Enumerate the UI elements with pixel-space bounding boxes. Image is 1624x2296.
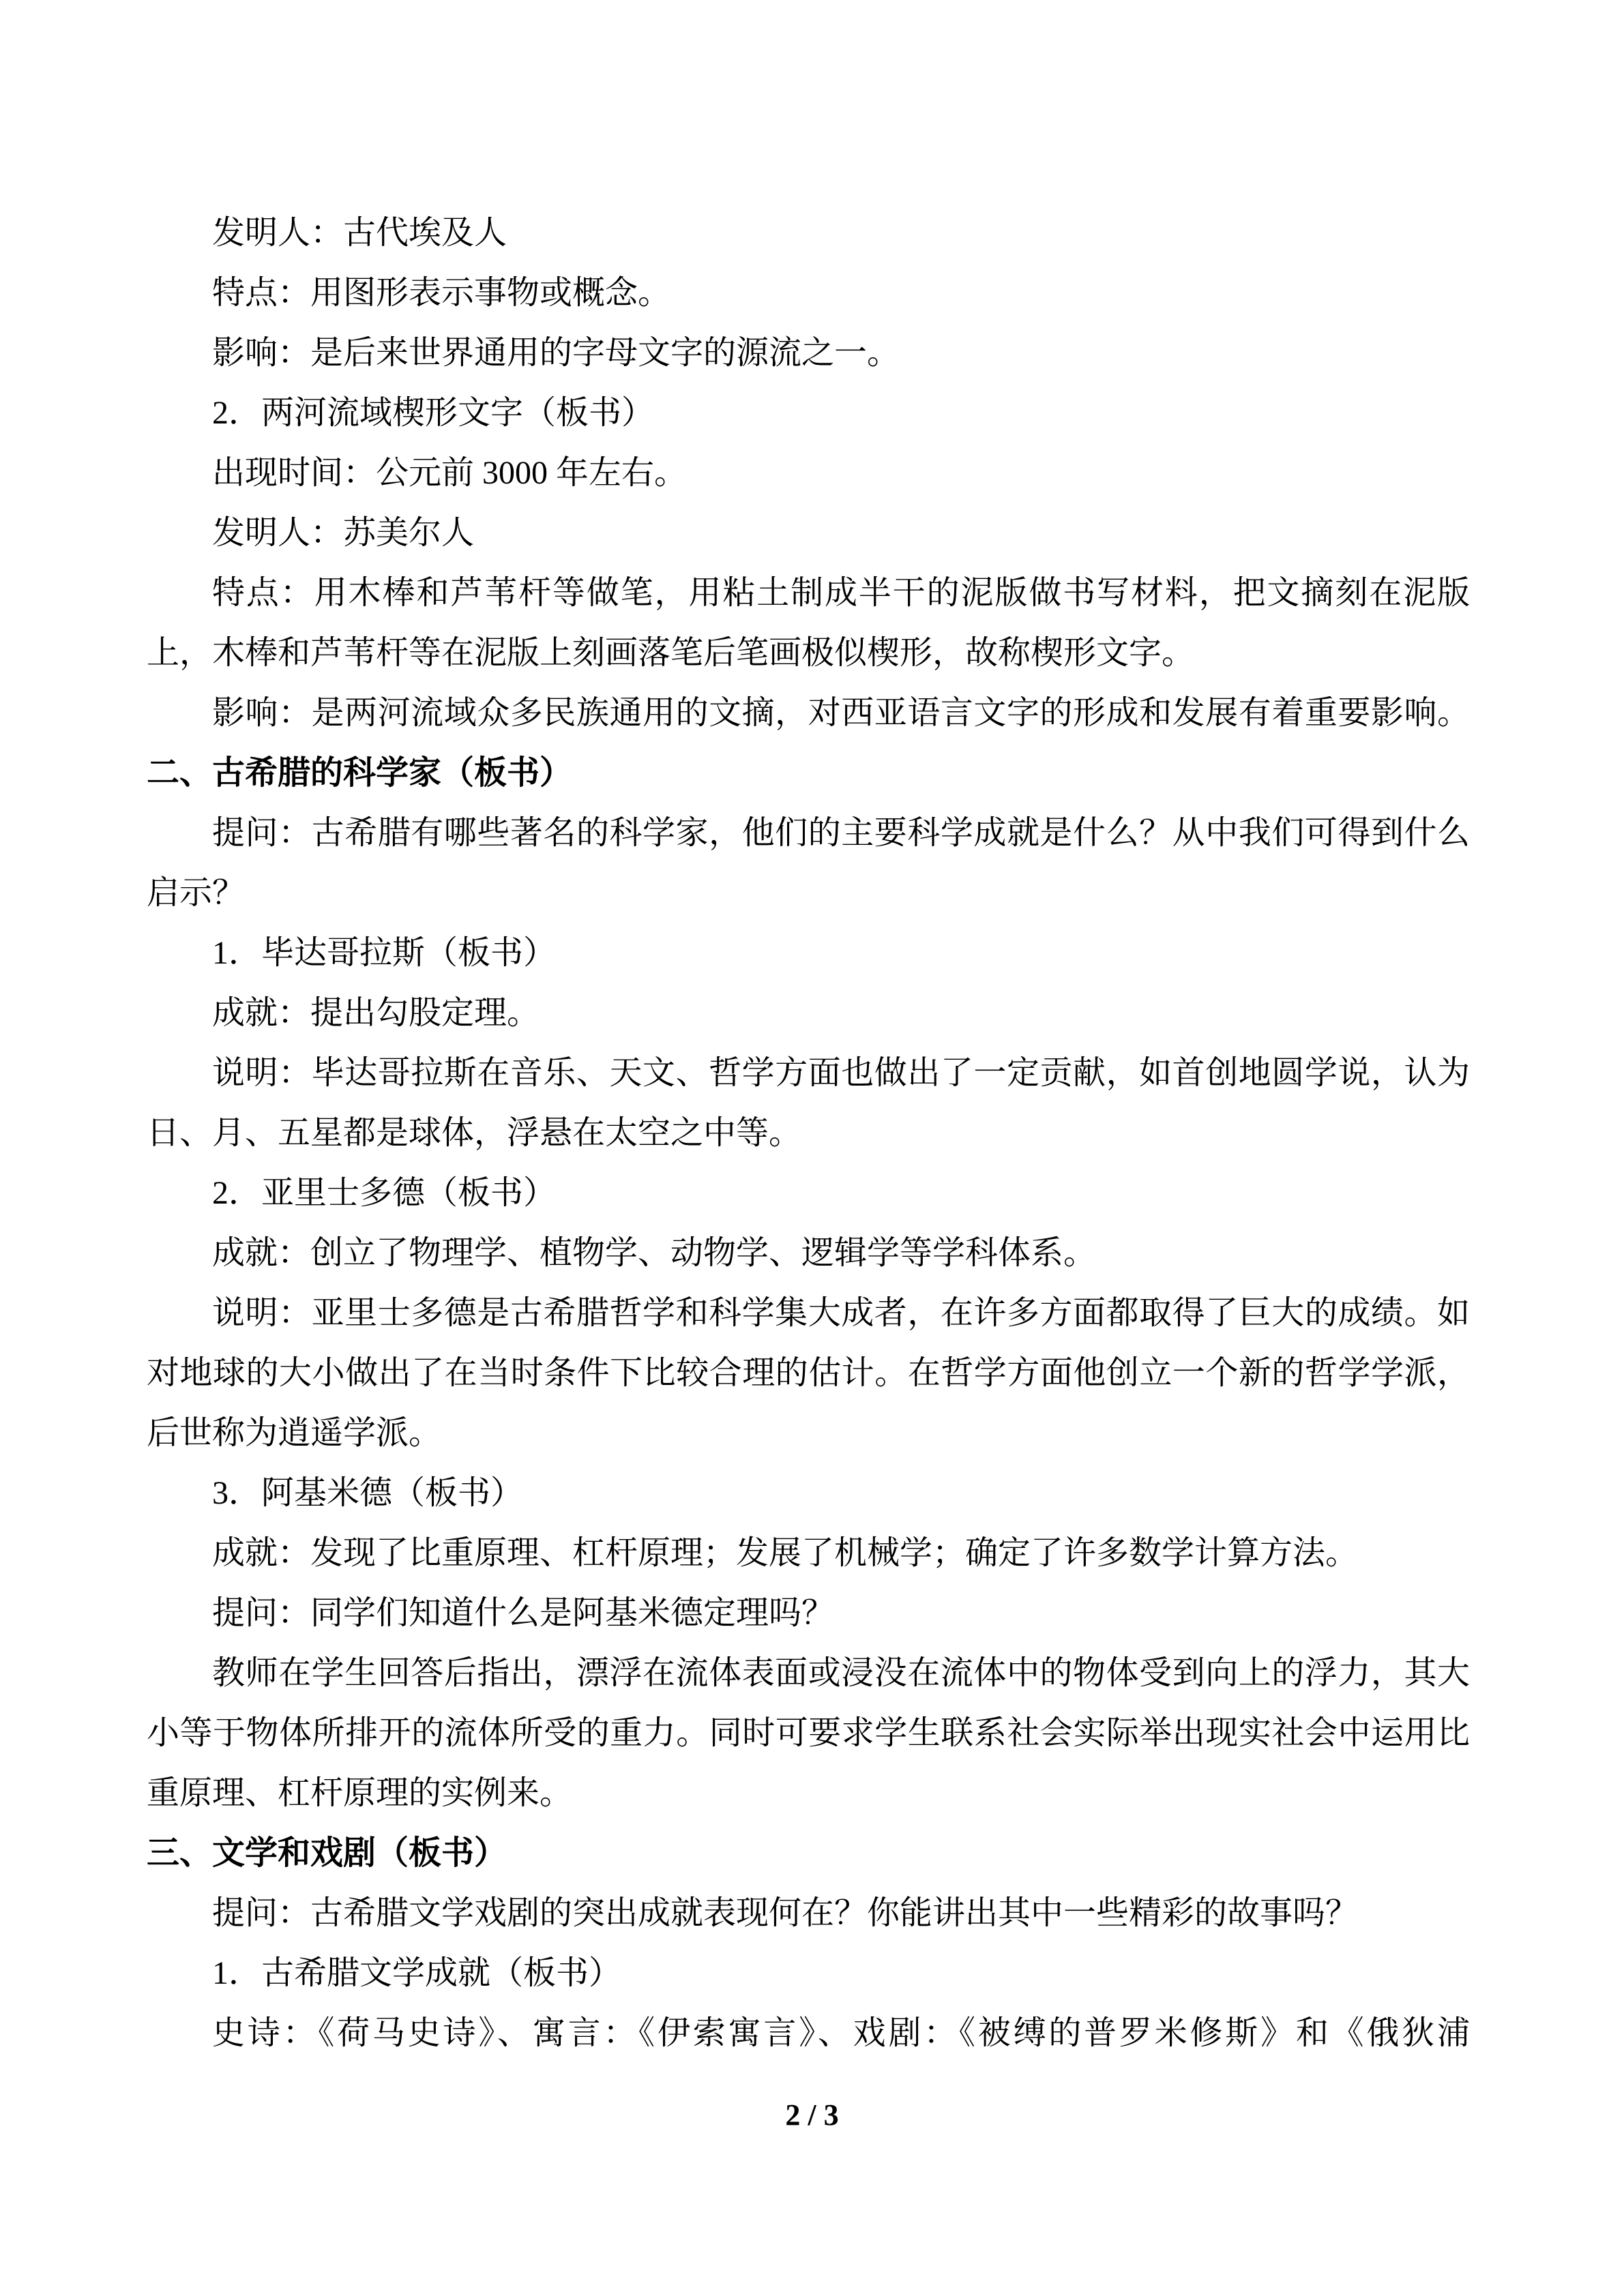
text-line: 提问：同学们知道什么是阿基米德定理吗？ [212,1595,835,1631]
text-line: 2．两河流域楔形文字（板书） [212,395,655,431]
section-heading: 三、文学和戏剧（板书） [147,1835,507,1871]
text-line: 影响：是两河流域众多民族通用的文摘，对西亚语言文字的形成和发展有着重要影响。 [212,695,1470,731]
text-line: 教师在学生回答后指出，漂浮在流体表面或浸没在流体中的物体受到向上的浮力，其大 [212,1655,1470,1691]
text-line: 2．亚里士多德（板书） [212,1175,557,1211]
text-line: 小等于物体所排开的流体所受的重力。同时可要求学生联系社会实际举出现实社会中运用比 [147,1715,1470,1751]
text-line: 影响：是后来世界通用的字母文字的源流之一。 [212,335,900,371]
text-line: 说明：亚里士多德是古希腊哲学和科学集大成者，在许多方面都取得了巨大的成绩。如 [212,1295,1470,1331]
text-line: 出现时间：公元前 3000 年左右。 [212,455,688,491]
text-line: 成就：提出勾股定理。 [212,995,540,1031]
text-line: 对地球的大小做出了在当时条件下比较合理的估计。在哲学方面他创立一个新的哲学学派， [147,1355,1470,1391]
text-line: 史诗：《荷马史诗》、寓言：《伊索寓言》、戏剧：《被缚的普罗米修斯》和《俄狄浦 [212,2015,1470,2051]
text-line: 3．阿基米德（板书） [212,1475,524,1511]
text-line: 提问：古希腊文学戏剧的突出成就表现何在？你能讲出其中一些精彩的故事吗？ [212,1895,1359,1931]
text-line: 特点：用木棒和芦苇杆等做笔，用粘土制成半干的泥版做书写材料，把文摘刻在泥版 [212,575,1470,611]
text-line: 重原理、杠杆原理的实例来。 [147,1775,573,1811]
text-line: 提问：古希腊有哪些著名的科学家，他们的主要科学成就是什么？从中我们可得到什么 [212,815,1470,851]
text-line: 上，木棒和芦苇杆等在泥版上刻画落笔后笔画极似楔形，故称楔形文字。 [147,635,1195,671]
text-line: 发明人：古代埃及人 [212,215,507,251]
text-line: 发明人：苏美尔人 [212,515,475,551]
text-line: 日、月、五星都是球体，浮悬在太空之中等。 [147,1115,802,1151]
text-line: 1．毕达哥拉斯（板书） [212,935,557,971]
page-number: 2 / 3 [785,2098,839,2132]
text-line: 特点：用图形表示事物或概念。 [212,275,671,311]
text-line: 成就：创立了物理学、植物学、动物学、逻辑学等学科体系。 [212,1235,1097,1271]
section-heading: 二、古希腊的科学家（板书） [147,755,573,791]
text-line: 成就：发现了比重原理、杠杆原理；发展了机械学；确定了许多数学计算方法。 [212,1535,1359,1571]
text-line: 说明：毕达哥拉斯在音乐、天文、哲学方面也做出了一定贡献，如首创地圆学说，认为 [212,1055,1470,1091]
document-body [147,203,1470,2063]
text-line: 启示？ [147,875,246,911]
text-line: 1．古希腊文学成就（板书） [212,1955,622,1991]
text-line: 后世称为逍遥学派。 [147,1415,442,1451]
